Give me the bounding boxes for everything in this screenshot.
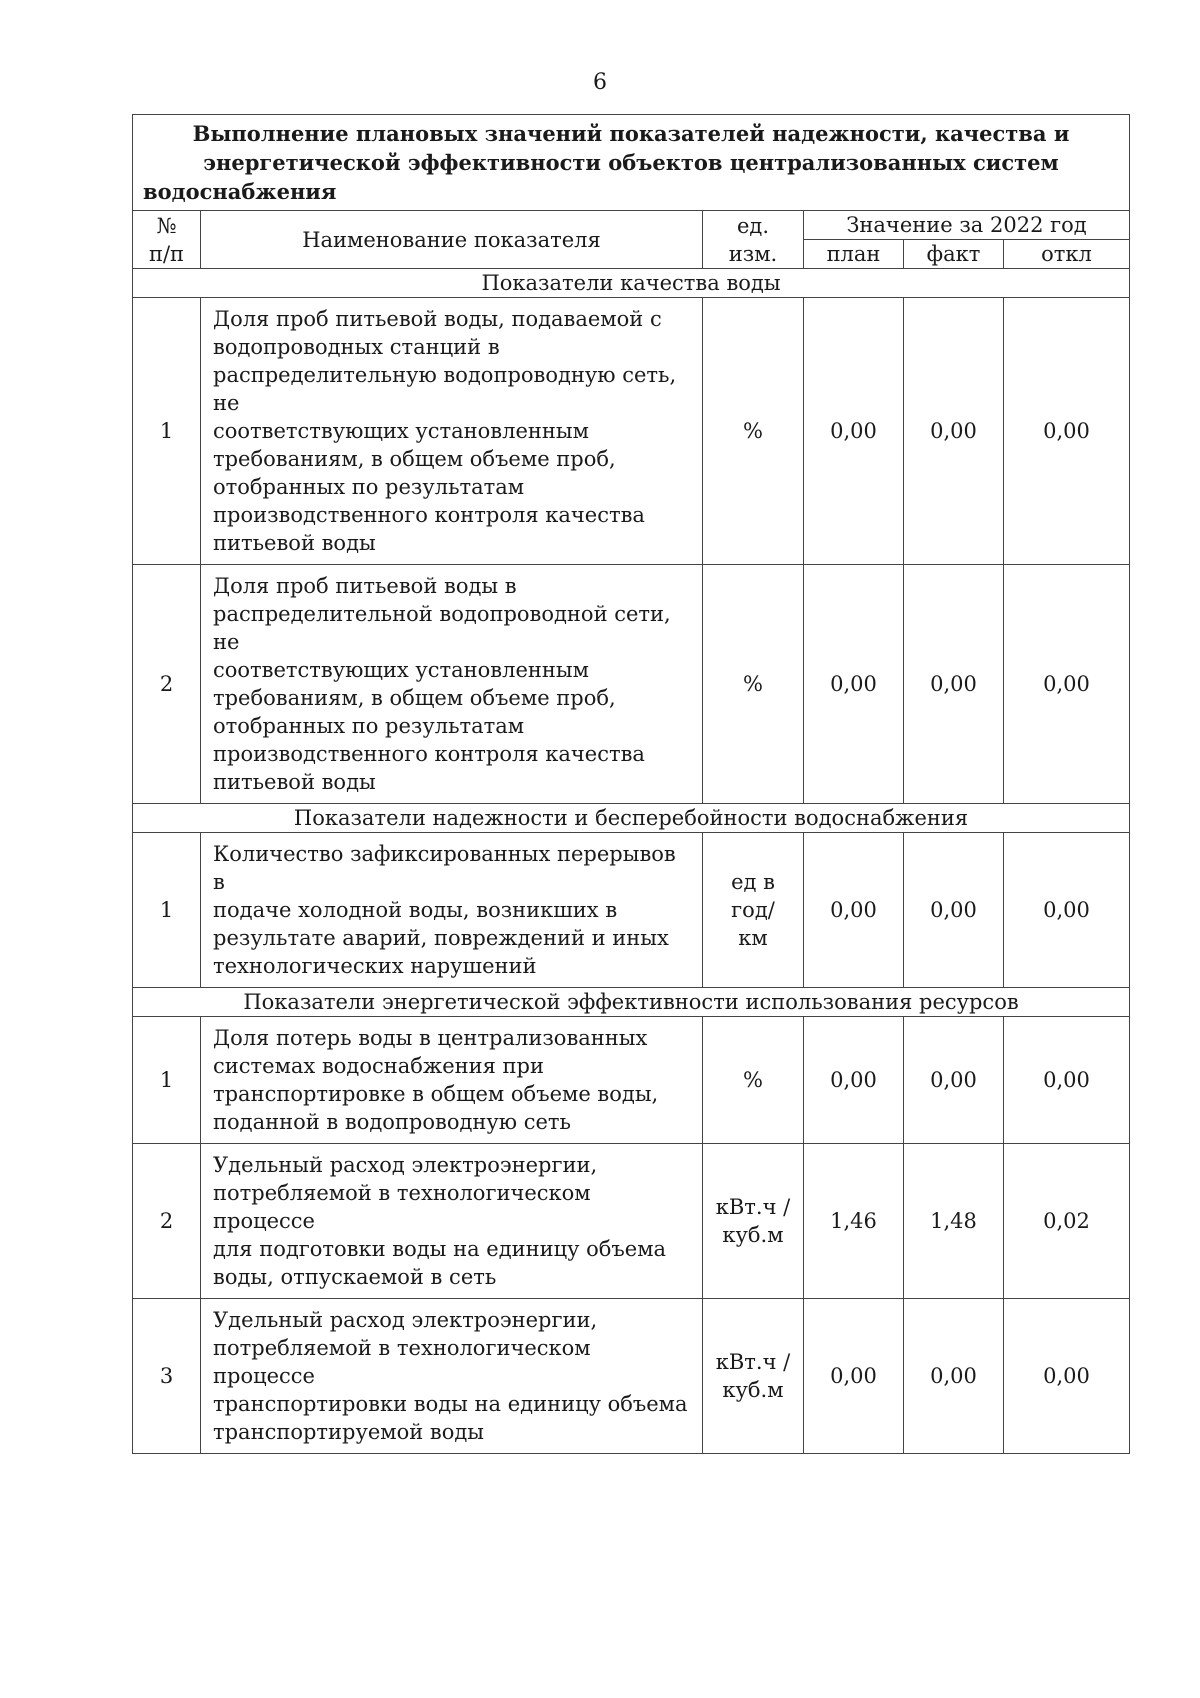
indicators-table — [132, 114, 1130, 1454]
deviation-value: 0,00 — [1004, 565, 1130, 804]
fact-value: 0,00 — [904, 833, 1004, 988]
row-number: 2 — [133, 1144, 201, 1299]
header-deviation: откл — [1004, 240, 1130, 269]
indicator-name-line: соответствующих установленным — [213, 658, 589, 682]
row-number: 1 — [133, 833, 201, 988]
plan-value: 0,00 — [804, 565, 904, 804]
indicator-name-line: распределительную водопроводную сеть, не — [213, 363, 677, 415]
indicator-name-line: транспортировке в общем объеме воды, — [213, 1082, 659, 1106]
header-fact: факт — [904, 240, 1004, 269]
indicator-name-line: Доля потерь воды в централизованных — [213, 1026, 648, 1050]
table-row — [133, 1017, 1130, 1144]
section-title: Показатели качества воды — [133, 269, 1130, 298]
indicator-name-line: Удельный расход электроэнергии, — [213, 1153, 598, 1177]
title-row — [133, 115, 1130, 211]
header-num — [133, 211, 201, 269]
deviation-value: 0,00 — [1004, 298, 1130, 565]
indicator-name-line: Доля проб питьевой воды, подаваемой с — [213, 307, 662, 331]
plan-value: 0,00 — [804, 1017, 904, 1144]
header-unit — [703, 211, 804, 269]
table-title: Выполнение плановых значений показателей надежности, качества и энергетической эффективности объектов централизованных систем водоснабжения — [133, 115, 1130, 211]
plan-value: 0,00 — [804, 833, 904, 988]
indicator-name-line: питьевой воды — [213, 531, 376, 555]
indicator-name-line: Доля проб питьевой воды в — [213, 574, 517, 598]
header-name: Наименование показателя — [201, 211, 703, 269]
indicator-name-line: Удельный расход электроэнергии, — [213, 1308, 598, 1332]
indicator-name — [201, 565, 703, 804]
section-title: Показатели надежности и бесперебойности водоснабжения — [133, 804, 1130, 833]
unit-label: % — [743, 419, 763, 443]
indicator-name — [201, 833, 703, 988]
section-title: Показатели энергетической эффективности использования ресурсов — [133, 988, 1130, 1017]
indicator-name-line: соответствующих установленным — [213, 419, 589, 443]
section-row — [133, 804, 1130, 833]
indicator-name-line: питьевой воды — [213, 770, 376, 794]
indicator-name-line: для подготовки воды на единицу объема — [213, 1237, 667, 1261]
plan-value: 0,00 — [804, 298, 904, 565]
deviation-value: 0,00 — [1004, 833, 1130, 988]
indicator-name-line: поданной в водопроводную сеть — [213, 1110, 571, 1134]
plan-value: 0,00 — [804, 1299, 904, 1454]
row-number: 3 — [133, 1299, 201, 1454]
table-row — [133, 298, 1130, 565]
unit-label: ед в год/ км — [731, 870, 775, 950]
unit-cell — [703, 833, 804, 988]
header-unit-label: ед. изм. — [728, 213, 778, 266]
indicator-name-line: потребляемой в технологическом процессе — [213, 1181, 591, 1233]
unit-label: кВт.ч / куб.м — [715, 1195, 791, 1247]
header-value-group: Значение за 2022 год — [804, 211, 1130, 240]
unit-cell — [703, 565, 804, 804]
indicator-name — [201, 298, 703, 565]
unit-label: кВт.ч / куб.м — [715, 1350, 791, 1402]
indicator-name-line: требованиям, в общем объеме проб, — [213, 447, 616, 471]
table-row — [133, 833, 1130, 988]
row-number: 1 — [133, 298, 201, 565]
indicator-name-line: водопроводных станций в — [213, 335, 500, 359]
table-row — [133, 1299, 1130, 1454]
section-row — [133, 988, 1130, 1017]
unit-cell — [703, 1144, 804, 1299]
indicator-name — [201, 1299, 703, 1454]
unit-cell — [703, 1017, 804, 1144]
header-num-label: № п/п — [148, 213, 185, 266]
unit-label: % — [743, 672, 763, 696]
fact-value: 0,00 — [904, 1299, 1004, 1454]
fact-value: 0,00 — [904, 1017, 1004, 1144]
indicator-name-line: Количество зафиксированных перерывов в — [213, 842, 676, 894]
deviation-value: 0,02 — [1004, 1144, 1130, 1299]
deviation-value: 0,00 — [1004, 1299, 1130, 1454]
unit-label: % — [743, 1068, 763, 1092]
indicator-name-line: транспортировки воды на единицу объема — [213, 1392, 688, 1416]
indicator-name-line: требованиям, в общем объеме проб, — [213, 686, 616, 710]
fact-value: 1,48 — [904, 1144, 1004, 1299]
table-row — [133, 1144, 1130, 1299]
indicator-name-line: результате аварий, повреждений и иных — [213, 926, 669, 950]
deviation-value: 0,00 — [1004, 1017, 1130, 1144]
table-row — [133, 565, 1130, 804]
header-plan: план — [804, 240, 904, 269]
indicator-name-line: транспортируемой воды — [213, 1420, 485, 1444]
row-number: 2 — [133, 565, 201, 804]
indicator-name-line: производственного контроля качества — [213, 742, 645, 766]
indicator-name-line: распределительной водопроводной сети, не — [213, 602, 671, 654]
indicator-name-line: потребляемой в технологическом процессе — [213, 1336, 591, 1388]
indicator-name-line: технологических нарушений — [213, 954, 537, 978]
indicator-name — [201, 1144, 703, 1299]
indicator-name-line: производственного контроля качества — [213, 503, 645, 527]
row-number: 1 — [133, 1017, 201, 1144]
indicator-name-line: отобранных по результатам — [213, 475, 525, 499]
indicator-name-line: подаче холодной воды, возникших в — [213, 898, 618, 922]
fact-value: 0,00 — [904, 298, 1004, 565]
section-row — [133, 269, 1130, 298]
fact-value: 0,00 — [904, 565, 1004, 804]
indicator-name-line: воды, отпускаемой в сеть — [213, 1265, 497, 1289]
plan-value: 1,46 — [804, 1144, 904, 1299]
header-row-1 — [133, 211, 1130, 240]
page-number: 6 — [593, 70, 607, 95]
unit-cell — [703, 1299, 804, 1454]
indicator-name-line: отобранных по результатам — [213, 714, 525, 738]
indicator-name — [201, 1017, 703, 1144]
table-body — [133, 269, 1130, 1454]
unit-cell — [703, 298, 804, 565]
indicator-name-line: системах водоснабжения при — [213, 1054, 544, 1078]
